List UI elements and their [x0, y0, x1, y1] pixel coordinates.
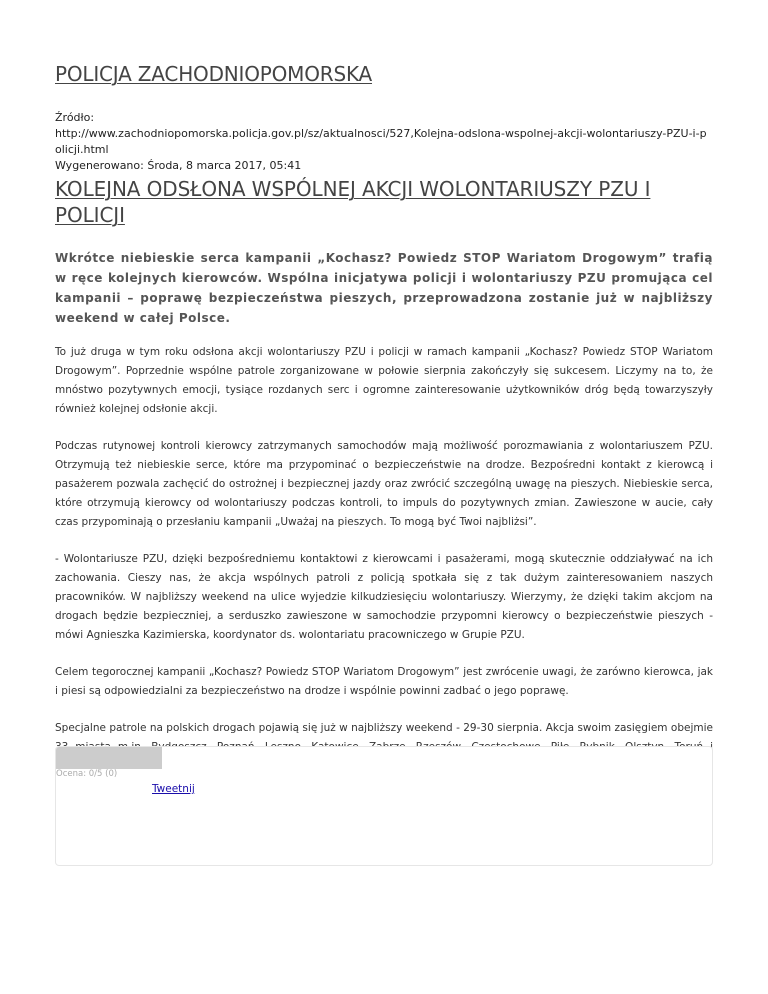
- rating-label: Ocena: 0/5 (0): [56, 769, 118, 779]
- article-paragraph: Specjalne patrole na polskich drogach pojawią się już w najbliższy weekend - 29-30 sierpnia. Akcja swoim zasięgiem obejmie: [55, 722, 713, 734]
- article-lead: Wkrótce niebieskie serca kampanii „Kochasz? Powiedz STOP Wariatom Drogowym” trafią w ręce kolejnych kierowców. Wspólna inicjatywa policji i wolontariuszy PZU promująca cel kampanii – poprawę bezpieczeństwa pieszych, przeprowadzona zostanie już w najbliższy weekend w całej Polsce.: [55, 251, 713, 325]
- rating-share-box: [55, 746, 713, 866]
- article-paragraph: Celem tegorocznej kampanii „Kochasz? Powiedz STOP Wariatom Drogowym” jest zwrócenie uwagi, że zarówno kierowca, jak i piesi są odpowiedzialni za bezpieczeństwo na drodze i wspólnie powinni zadbać o jego poprawę.: [55, 666, 713, 697]
- source-info: [55, 110, 713, 174]
- article-title: KOLEJNA ODSŁONA WSPÓLNEJ AKCJI WOLONTARIUSZY PZU I POLICJI: [55, 177, 651, 227]
- source-label: Źródło:: [55, 111, 95, 124]
- article-paragraph: Podczas rutynowej kontroli kierowcy zatrzymanych samochodów mają możliwość porozmawiania z wolontariuszem PZU. Otrzymują też niebieskie serce, które ma przypominać o bezpieczeństwie na drodze. Bezpośredni kontakt z kierowcą i pasażerem pozwala zachęcić do ostrożnej i bezpiecznej jazdy oraz zwrócić szczególną uwagę na pieszych. Niebieskie serca, które otrzymują kierowcy od wolontariuszy podczas kontroli, to impuls do pozytywnych zmian. Zawieszone w aucie, cały czas przypominają o przesłaniu kampanii „Uważaj na pieszych. To mogą być Twoi najbliżsi”.: [55, 440, 713, 528]
- rating-stars-bar[interactable]: [56, 747, 162, 769]
- article-body: [55, 343, 713, 794]
- article-paragraph: - Wolontariusze PZU, dzięki bezpośredniemu kontaktowi z kierowcami i pasażerami, mogą skutecznie oddziaływać na ich zachowania. Cieszy nas, że akcja wspólnych patroli z policją spotkała się z tak dużym zainteresowaniem naszych pracowników. W najbliższy weekend na ulice wyjedzie kilkudziesięciu wolontariuszy. Wierzymy, że dzięki takim akcjom na drogach będzie bezpieczniej, a serduszko zawieszone w samochodzie przypomni kierowcy o bezpieczeństwie pieszych - mówi Agnieszka Kazimierska, koordynator ds. wolontariatu pracowniczego w Grupie PZU.: [55, 553, 713, 641]
- site-title: POLICJA ZACHODNIOPOMORSKA: [55, 62, 373, 86]
- tweet-link[interactable]: Tweetnij: [152, 783, 195, 795]
- article-paragraph: To już druga w tym roku odsłona akcji wolontariuszy PZU i policji w ramach kampanii „Kochasz? Powiedz STOP Wariatom Drogowym”. Poprzednie wspólne patrole zorganizowane w połowie sierpnia zakończyły się sukcesem. Liczymy na to, że mnóstwo pozytywnych emocji, tysiące rozdanych serc i ogromne zainteresowanie użytkowników dróg będą towarzyszyły również kolejnej odsłonie akcji.: [55, 346, 713, 415]
- generated-date: Wygenerowano: Środa, 8 marca 2017, 05:41: [55, 159, 302, 172]
- source-url: http://www.zachodniopomorska.policja.gov.pl/sz/aktualnosci/527,Kolejna-odslona-wspolnej-akcji-wolontariuszy-PZU-i-policji.html: [55, 127, 707, 156]
